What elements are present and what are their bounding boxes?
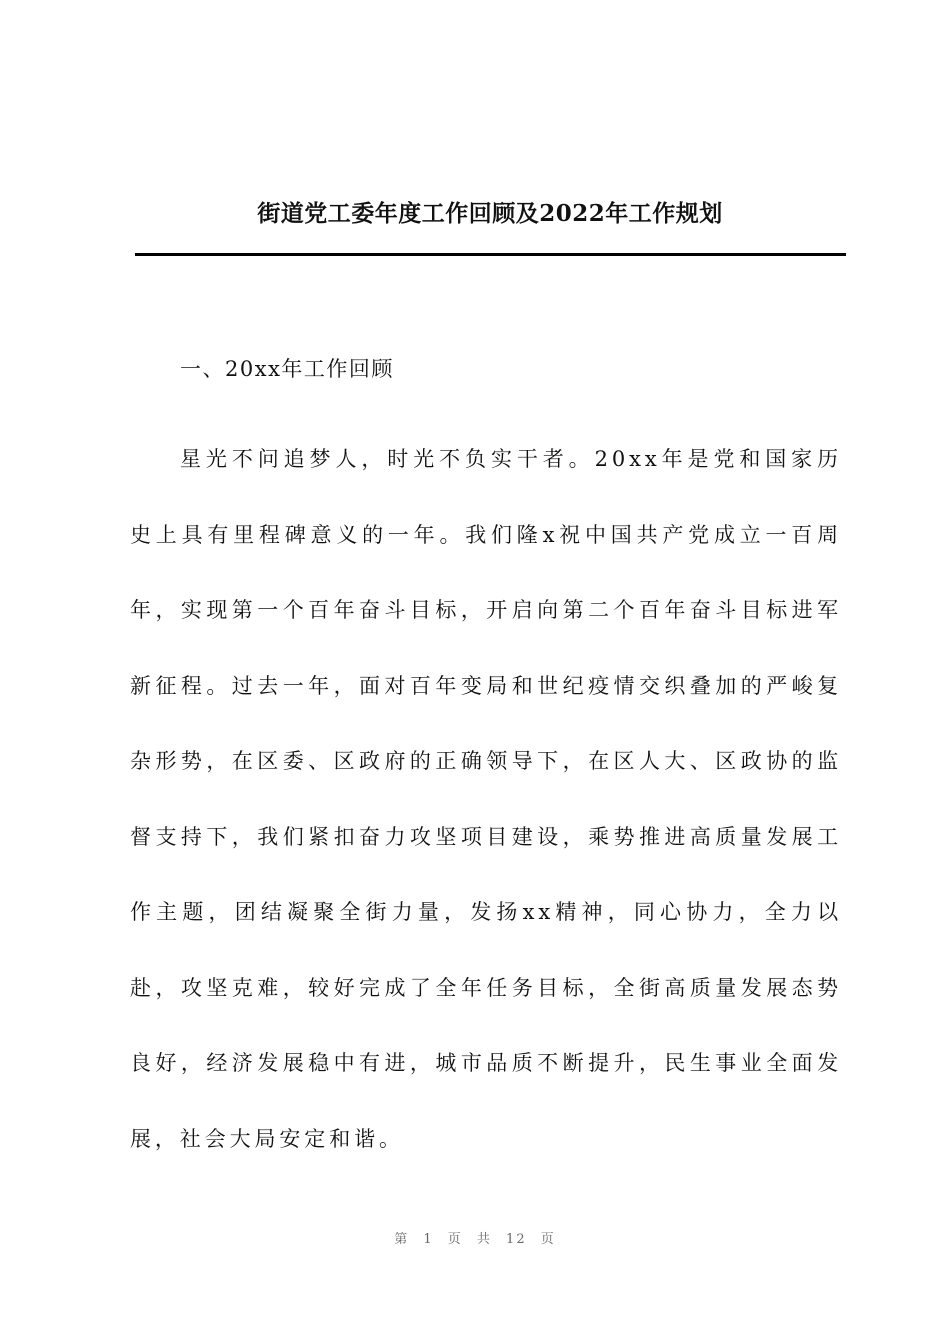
title-underline (135, 253, 846, 256)
section-heading: 一、20xx年工作回顾 (180, 357, 394, 381)
document-title: 街道党工委年度工作回顾及2022年工作规划 (257, 200, 723, 227)
body-paragraph: 星光不问追梦人，时光不负实干者。20xx年是党和国家历史上具有里程碑意义的一年。我们隆x祝中国共产党成立一百周年，实现第一个百年奋斗目标，开启向第二个百年奋斗目标进军新征程。过去一年，面对百年变局和世纪疫情交织叠加的严峻复杂形势，在区委、区政府的正确领导下，在区人大、区政协的监督支持下，我们紧扣奋力攻坚项目建设，乘势推进高质量发展工作主题，团结凝聚全街力量，发扬xx精神，同心协力，全力以赴，攻坚克难，较好完成了全年任务目标，全街高质量发展态势良好，经济发展稳中有进，城市品质不断提升，民生事业全面发展，社会大局安定和谐。 (130, 447, 842, 1151)
page-number-footer: 第 1 页 共 12 页 (394, 1232, 556, 1247)
